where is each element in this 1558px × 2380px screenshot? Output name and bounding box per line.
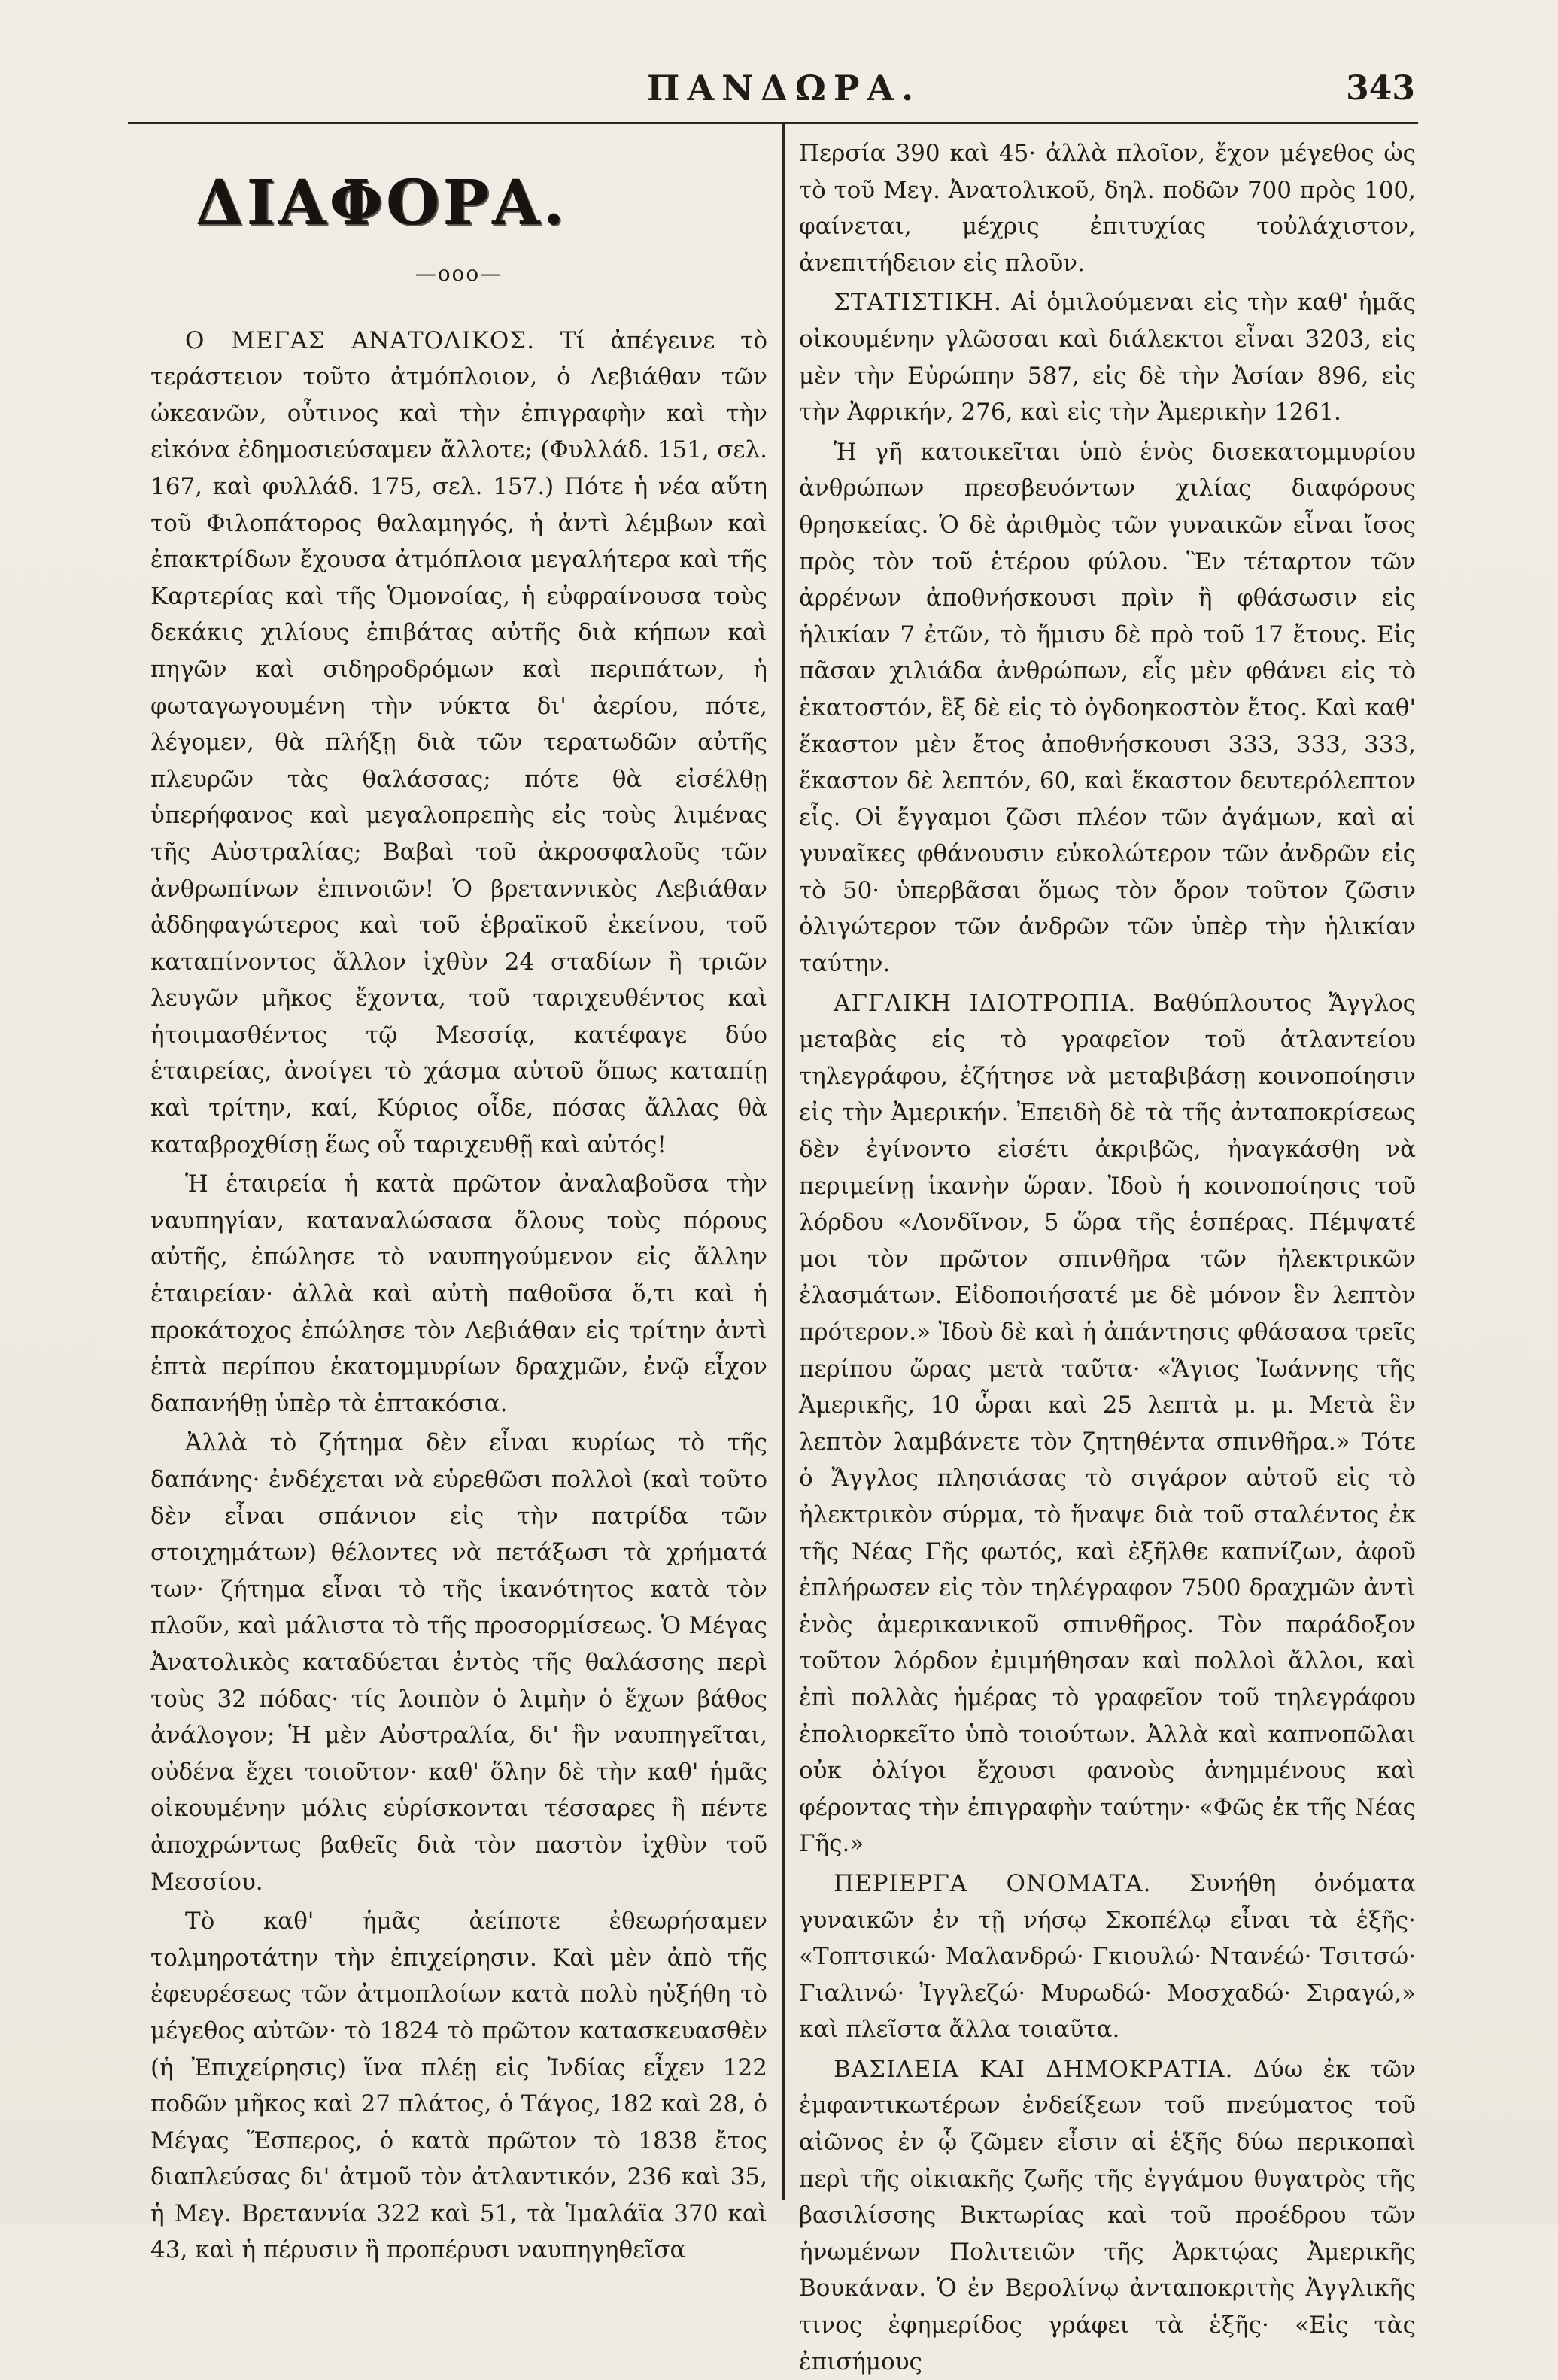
column-divider (782, 124, 785, 2200)
article-paragraph (799, 284, 1416, 430)
article-paragraph (150, 1903, 767, 2269)
running-title: ΠΑΝΔΩΡΑ. (647, 68, 922, 108)
article-heading: ΑΓΓΛΙΚΗ ΙΔΙΟΤΡΟΠΙΑ. (834, 989, 1137, 1017)
section-title: ΔΙΑΦΟΡΑ. (196, 167, 568, 239)
article-text: Τὸ καθ' ἡμᾶς ἀείποτε ἐθεωρήσαμεν τολμηροτάτην τὴν ἐπιχείρησιν. Καὶ μὲν ἀπὸ τῆς ἐφευρέσεως τῶν ἀτμοπλοίων κατὰ πολὺ ηὐξήθη τὸ μέγεθος αὐτῶν· τὸ 1824 τὸ πρῶτον κατασκευασθὲν (ἡ Ἐπιχείρησις) ἵνα πλέῃ εἰς Ἰνδίας εἶχεν 122 ποδῶν μῆκος καὶ 27 πλάτος, ὁ Τάγος, 182 καὶ 28, ὁ Μέγας Ἕσπερος, ὁ κατὰ πρῶτον τὸ 1838 ἔτος διαπλεύσας δι' ἀτμοῦ τὸν ἀτλαντικόν, 236 καὶ 35, ἡ Μεγ. Βρεταννία 322 καὶ 51, τὰ Ἱμαλάϊα 370 καὶ 43, καὶ ἡ πέρυσιν ἢ προπέρυσι ναυπηγηθεῖσα (150, 1908, 767, 2264)
article-text: Συνήθη ὀνόματα γυναικῶν ἐν τῇ νήσῳ Σκοπέλῳ εἶναι τὰ ἑξῆς· «Τοπτσικώ· Μαλανδρώ· Γκιουλώ· Ντανέώ· Τσιτσώ· Γιαλινώ· Ἰγγλεζώ· Μυρωδώ· Μοσχαδώ· Σιραγώ,» καὶ πλεῖστα ἄλλα τοιαῦτα. (799, 1869, 1416, 2044)
article-heading: ΠΕΡΙΕΡΓΑ ΟΝΟΜΑΤΑ. (834, 1869, 1152, 1897)
article-text: Βαθύπλουτος Ἄγγλος μεταβὰς εἰς τὸ γραφεῖον τοῦ ἀτλαντείου τηλεγράφου, ἐζήτησε νὰ μεταβιβάσῃ κοινοποίησιν εἰς τὴν Ἀμερικήν. Ἐπειδὴ δὲ τὰ τῆς ἀνταποκρίσεως δὲν ἐγίνοντο εἰσέτι ἀκριβῶς, ἠναγκάσθη νὰ περιμείνῃ ἱκανὴν ὥραν. Ἰδοὺ ἡ κοινοποίησις τοῦ λόρδου «Λονδῖνον, 5 ὥρα τῆς ἑσπέρας. Πέμψατέ μοι τὸν πρῶτον σπινθῆρα τῶν ἠλεκτρικῶν ἐλασμάτων. Εἰδοποιήσατέ με δὲ μόνον ἓν λεπτὸν πρότερον.» Ἰδοὺ δὲ καὶ ἡ ἀπάντησις φθάσασα τρεῖς περίπου ὥρας μετὰ ταῦτα· «Ἅγιος Ἰωάννης τῆς Ἀμερικῆς, 10 ὧραι καὶ 25 λεπτὰ μ. μ. Μετὰ ἓν λεπτὸν λαμβάνετε τὸν ζητηθέντα σπινθῆρα.» Τότε ὁ Ἄγγλος πλησιάσας τὸ σιγάρον αὐτοῦ εἰς τὸ ἠλεκτρικὸν σύρμα, τὸ ἥναψε διὰ τοῦ σταλέντος ἐκ τῆς Νέας Γῆς φωτός, καὶ ἐξῆλθε καπνίζων, ἀφοῦ ἐπλήρωσεν εἰς τὸν τηλέγραφον 7500 δραχμῶν ἀντὶ ἑνὸς ἀμερικανικοῦ σπινθῆρος. Τὸν παράδοξον τοῦτον λόρδον ἐμιμήθησαν καὶ πολλοὶ ἄλλοι, καὶ ἐπὶ πολλὰς ἡμέρας τὸ γραφεῖον τοῦ τηλεγράφου ἐπολιορκεῖτο ὑπὸ τοιούτων. Ἀλλὰ καὶ καπνοπῶλαι οὐκ ὀλίγοι ἔχουσι φανοὺς ἀνημμένους καὶ φέροντας τὴν ἐπιγραφὴν ταύτην· «Φῶς ἐκ τῆς Νέας Γῆς.» (799, 989, 1416, 1858)
article-paragraph (150, 1166, 767, 1422)
section-separator: —ooo— (415, 261, 503, 286)
article-paragraph (799, 135, 1416, 281)
article-heading: ΣΤΑΤΙΣΤΙΚΗ. (834, 289, 1002, 317)
article-paragraph (799, 985, 1416, 1862)
article-paragraph (799, 2051, 1416, 2380)
article-text: Περσία 390 καὶ 45· ἀλλὰ πλοῖον, ἔχον μέγεθος ὡς τὸ τοῦ Μεγ. Ἀνατολικοῦ, δηλ. ποδῶν 700 πρὸς 100, φαίνεται, μέχρις ἐπιτυχίας τοὐλάχιστον, ἀνεπιτήδειον εἰς πλοῦν. (799, 140, 1416, 277)
article-paragraph (799, 434, 1416, 982)
article-text: Ἀλλὰ τὸ ζήτημα δὲν εἶναι κυρίως τὸ τῆς δαπάνης· ἐνδέχεται νὰ εὑρεθῶσι πολλοὶ (καὶ τοῦτο δὲν εἶναι σπάνιον εἰς τὴν πατρίδα τῶν στοιχημάτων) θέλοντες νὰ πετάξωσι τὰ χρήματά των· ζήτημα εἶναι τὸ τῆς ἱκανότητος κατὰ τὸν πλοῦν, καὶ μάλιστα τὸ τῆς προσορμίσεως. Ὁ Μέγας Ἀνατολικὸς καταδύεται ἐντὸς τῆς θαλάσσης περὶ τοὺς 32 πόδας· τίς λοιπὸν ὁ λιμὴν ὁ ἔχων βάθος ἀνάλογον; Ἡ μὲν Αὐστραλία, δι' ἣν ναυπηγεῖται, οὐδένα ἔχει τοιοῦτον· καθ' ὅλην δὲ τὴν καθ' ἡμᾶς οἰκουμένην μόλις εὑρίσκονται τέσσαρες ἢ πέντε ἀποχρώντως βαθεῖς διὰ τὸν παστὸν ἰχθὺν τοῦ Μεσσίου. (150, 1429, 767, 1896)
left-column (150, 135, 767, 2269)
article-text: Τί ἀπέγεινε τὸ τεράστειον τοῦτο ἀτμόπλοιον, ὁ Λεβιάθαν τῶν ὠκεανῶν, οὗτινος καὶ τὴν ἐπιγραφὴν καὶ τὴν εἰκόνα ἐδημοσιεύσαμεν ἄλλοτε; (Φυλλάδ. 151, σελ. 167, καὶ φυλλάδ. 175, σελ. 157.) Πότε ἡ νέα αὕτη τοῦ Φιλοπάτορος θαλαμηγός, ἡ ἀντὶ λέμβων καὶ ἐπακτρίδων ἔχουσα ἀτμόπλοια μεγαλήτερα καὶ τῆς Καρτερίας καὶ τῆς Ὁμονοίας, ἡ εὐφραίνουσα τοὺς δεκάκις χιλίους ἐπιβάτας αὐτῆς διὰ κήπων καὶ πηγῶν καὶ σιδηροδρόμων καὶ περιπάτων, ἡ φωταγωγουμένη τὴν νύκτα δι' ἀερίου, πότε, λέγομεν, θὰ πλήξῃ διὰ τῶν τερατωδῶν αὐτῆς πλευρῶν τὰς θαλάσσας; πότε θὰ εἰσέλθῃ ὑπερήφανος καὶ μεγαλοπρεπὴς εἰς τοὺς λιμένας τῆς Αὐστραλίας; Βαβαὶ τοῦ ἀκροσφαλοῦς τῶν ἀνθρωπίνων ἐπινοιῶν! Ὁ βρεταννικὸς Λεβιάθαν ἀδδηφαγώτερος καὶ τοῦ ἑβραϊκοῦ ἐκείνου, τοῦ καταπίνοντος ἄλλον ἰχθὺν 24 σταδίων ἢ τριῶν λευγῶν μῆκος ἔχοντα, τοῦ ταριχευθέντος καὶ ἡτοιμασθέντος τῷ Μεσσίᾳ, κατέφαγε δύο ἑταιρείας, ἀνοίγει τὸ χάσμα αὑτοῦ ὅπως καταπίῃ καὶ τρίτην, καί, Κύριος οἶδε, πόσας ἄλλας θὰ καταβροχθίσῃ ἕως οὗ ταριχευθῇ καὶ αὐτός! (150, 326, 767, 1158)
article-paragraph (150, 323, 767, 1164)
page-number: 343 (1346, 69, 1415, 108)
article-text: Αἱ ὁμιλούμεναι εἰς τὴν καθ' ἡμᾶς οἰκουμένην γλῶσσαι καὶ διάλεκτοι εἶναι 3203, εἰς μὲν τὴν Εὐρώπην 587, εἰς δὲ τὴν Ἀσίαν 896, εἰς τὴν Ἀφρικήν, 276, καὶ εἰς τὴν Ἀμερικὴν 1261. (799, 289, 1416, 427)
article-paragraph (799, 1865, 1416, 2048)
header-rule (128, 122, 1418, 124)
article-paragraph (150, 1425, 767, 1900)
article-text: Δύω ἐκ τῶν ἐμφαντικωτέρων ἐνδείξεων τοῦ πνεύματος τοῦ αἰῶνος ἐν ᾧ ζῶμεν εἶσιν αἱ ἑξῆς δύω περικοπαὶ περὶ τῆς οἰκιακῆς ζωῆς τῆς ἐγγάμου θυγατρὸς τῆς βασιλίσσης Βικτωρίας καὶ τοῦ προέδρου τῶν ἡνωμένων Πολιτειῶν τῆς Ἀρκτῴας Ἀμερικῆς Βουκάναν. Ὁ ἐν Βερολίνῳ ἀνταποκριτὴς Ἀγγλικῆς τινος ἐφημερίδος γράφει τὰ ἑξῆς· «Εἰς τὰς ἐπισήμους (799, 2055, 1416, 2375)
article-text: Ἡ ἑταιρεία ἡ κατὰ πρῶτον ἀναλαβοῦσα τὴν ναυπηγίαν, καταναλώσασα ὅλους τοὺς πόρους αὐτῆς, ἐπώλησε τὸ ναυπηγούμενον εἰς ἄλλην ἑταιρείαν· ἀλλὰ καὶ αὐτὴ παθοῦσα ὅ,τι καὶ ἡ προκάτοχος ἐπώλησε τὸν Λεβιάθαν εἰς τρίτην ἀντὶ ἑπτὰ περίπου ἑκατομμυρίων δραχμῶν, ἐνῷ εἶχον δαπανήθῃ ὑπὲρ τὰ ἑπτακόσια. (150, 1170, 767, 1417)
article-heading: Ο ΜΕΓΑΣ ΑΝΑΤΟΛΙΚΟΣ. (185, 326, 536, 354)
article-text: Ἡ γῆ κατοικεῖται ὑπὸ ἑνὸς δισεκατομμυρίου ἀνθρώπων πρεσβευόντων χιλίας διαφόρους θρησκείας. Ὁ δὲ ἀριθμὸς τῶν γυναικῶν εἶναι ἴσος πρὸς τὸν τοῦ ἑτέρου φύλου. Ἓν τέταρτον τῶν ἀρρένων ἀποθνήσκουσι πρὶν ἢ φθάσωσιν εἰς ἡλικίαν 7 ἐτῶν, τὸ ἥμισυ δὲ πρὸ τοῦ 17 ἔτους. Εἰς πᾶσαν χιλιάδα ἀνθρώπων, εἷς μὲν φθάνει εἰς τὸ ἑκατοστόν, ἓξ δὲ εἰς τὸ ὀγδοηκοστὸν ἔτος. Καὶ καθ' ἕκαστον μὲν ἔτος ἀποθνήσκουσι 333, 333, 333, ἕκαστον δὲ λεπτόν, 60, καὶ ἕκαστον δευτερόλεπτον εἷς. Οἱ ἔγγαμοι ζῶσι πλέον τῶν ἀγάμων, καὶ αἱ γυναῖκες φθάνουσιν εὐκολώτερον τῶν ἀνδρῶν εἰς τὸ 50· ὑπερβᾶσαι ὅμως τὸν ὅρον τοῦτον ζῶσιν ὀλιγώτερον τῶν ἀνδρῶν τῶν ὑπὲρ τὴν ἡλικίαν ταύτην. (799, 438, 1416, 978)
article-heading: ΒΑΣΙΛΕΙΑ ΚΑΙ ΔΗΜΟΚΡΑΤΙΑ. (834, 2055, 1234, 2083)
right-column (799, 135, 1416, 2380)
